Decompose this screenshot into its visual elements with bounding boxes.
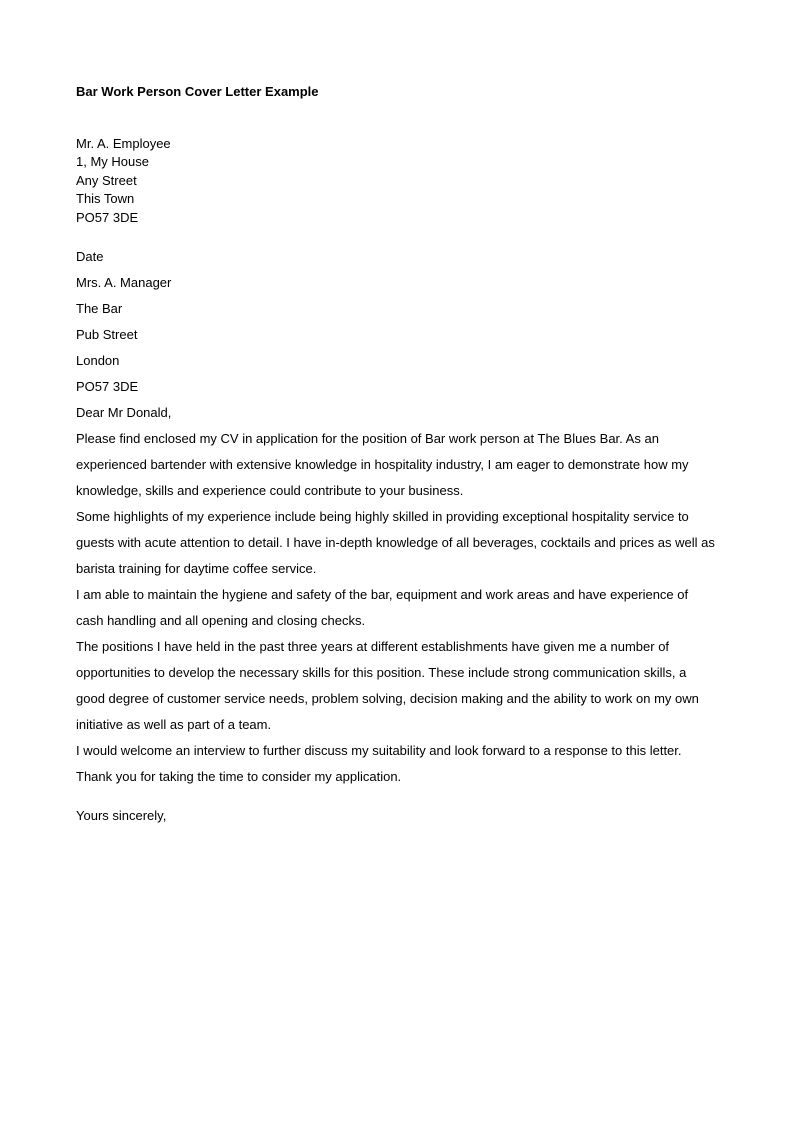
recipient-address-block — [76, 244, 171, 400]
recipient-street: Pub Street — [76, 327, 138, 342]
document-title: Bar Work Person Cover Letter Example — [76, 84, 319, 99]
sender-address-line2: Any Street — [76, 172, 137, 188]
salutation: Dear Mr Donald, — [76, 405, 172, 420]
sender-address-line1: 1, My House — [76, 154, 149, 170]
closing-line: Yours sincerely, — [76, 808, 167, 823]
sender-town: This Town — [76, 191, 135, 207]
letter-body — [76, 400, 716, 790]
recipient-company: The Bar — [76, 301, 123, 316]
sender-postcode: PO57 3DE — [76, 209, 139, 225]
sender-name: Mr. A. Employee — [76, 136, 171, 151]
paragraph-1: Please find enclosed my CV in application for the position of Bar work person at The Blues Bar. As an experienced bartender with extensive knowledge in hospitality industry, I am eager to demonstrate how my knowledge, skills and experience could contribute to your business. — [76, 431, 689, 498]
recipient-postcode: PO57 3DE — [76, 379, 139, 394]
paragraph-3: I am able to maintain the hygiene and safety of the bar, equipment and work areas and have experience of cash handling and all opening and closing checks. — [76, 587, 689, 628]
recipient-city: London — [76, 353, 120, 368]
paragraph-5: I would welcome an interview to further discuss my suitability and look forward to a response to this letter. — [76, 743, 682, 758]
paragraph-6: Thank you for taking the time to consider my application. — [76, 769, 402, 784]
paragraph-2: Some highlights of my experience include being highly skilled in providing exceptional hospitality service to guests with acute attention to detail. I have in-depth knowledge of all beverages, cocktails and prices as well as barista training for daytime coffee service. — [76, 509, 715, 576]
paragraph-4: The positions I have held in the past three years at different establishments have given me a number of opportunities to develop the necessary skills for this position. These include strong communication skills, a good degree of customer service needs, problem solving, decision making and the ability to work on my own initiative as well as part of a team. — [76, 639, 699, 732]
date-label: Date — [76, 249, 104, 264]
recipient-name: Mrs. A. Manager — [76, 275, 172, 290]
sender-address-block — [76, 135, 171, 227]
